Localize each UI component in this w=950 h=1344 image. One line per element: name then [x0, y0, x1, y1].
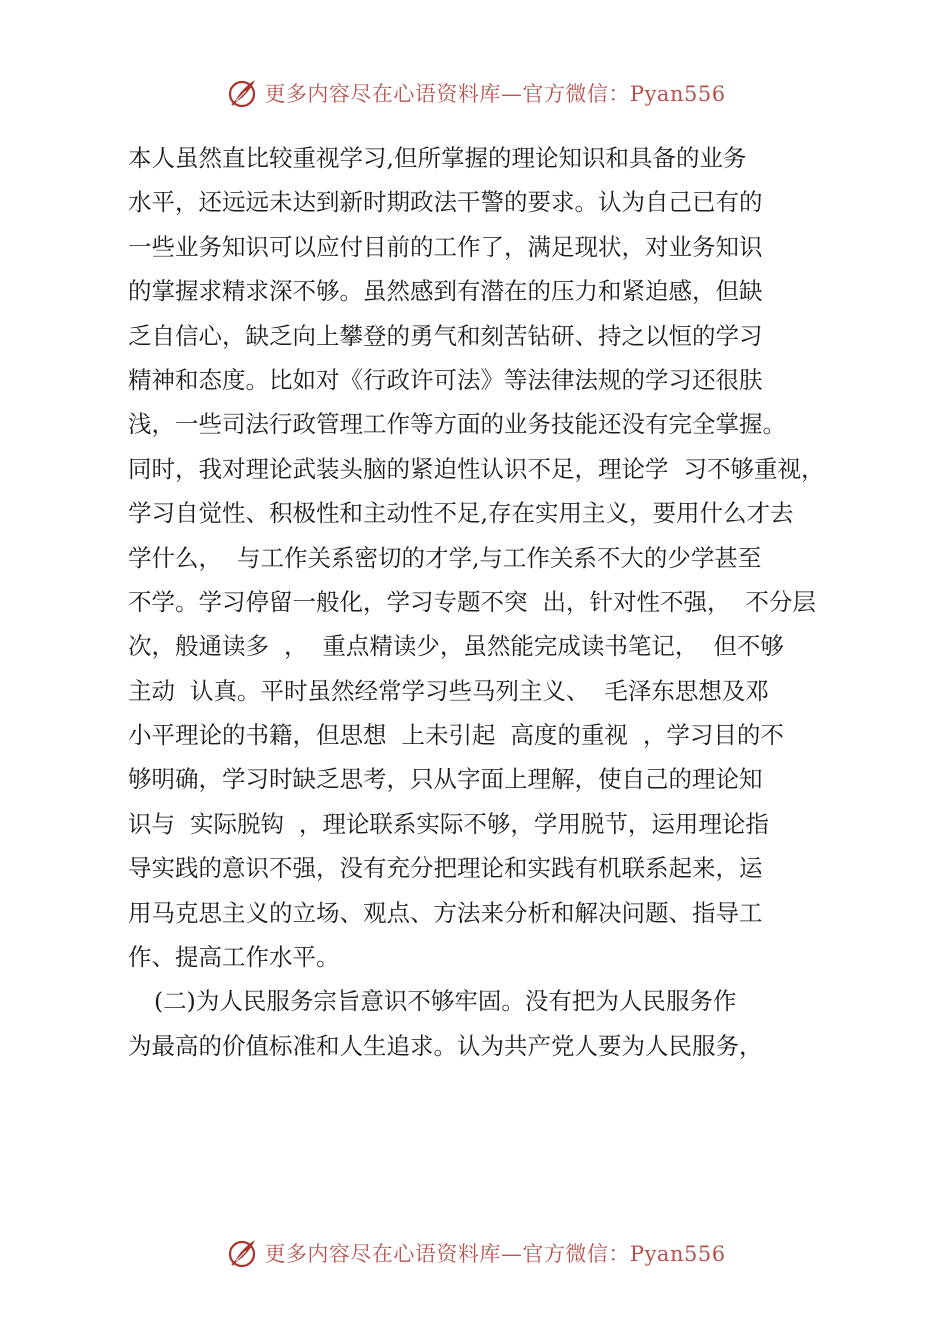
body-line: 导实践的意识不强，没有充分把理论和实践有机联系起来，运 [128, 854, 763, 883]
body-line: 学什么， 与工作关系密切的才学,与工作关系不大的少学甚至 [128, 543, 762, 572]
header-banner [0, 73, 950, 113]
body-line: 次，般通读多 ， 重点精读少，虽然能完成读书笔记， 但不够 [128, 632, 784, 661]
footer-banner [0, 1233, 950, 1273]
document-body [128, 136, 828, 1068]
body-line: 主动 认真。平时虽然经常学习些马列主义、 毛泽东思想及邓 [128, 676, 769, 705]
body-line: 小平理论的书籍，但思想 上未引起 高度的重视 ，学习目的不 [128, 721, 784, 750]
body-line: 精神和态度。比如对《行政许可法》等法律法规的学习还很肤 [128, 365, 763, 394]
header-banner-text: 更多内容尽在心语资料库—官方微信：Pyan556 [264, 82, 726, 106]
body-line: 为最高的价值标准和人生追求。认为共产党人要为人民服务， [128, 1031, 763, 1060]
footer-banner-text: 更多内容尽在心语资料库—官方微信：Pyan556 [264, 1242, 726, 1266]
body-line: 够明确，学习时缺乏思考，只从字面上理解，使自己的理论知 [128, 765, 763, 794]
body-line: 不学。学习停留一般化，学习专题不突 出，针对性不强， 不分层 [128, 587, 816, 616]
body-line: 同时，我对理论武装头脑的紧迫性认识不足，理论学 习不够重视， [128, 454, 825, 483]
body-line: 作、提高工作水平。 [128, 943, 340, 972]
body-line: 学习自觉性、积极性和主动性不足,存在实用主义，要用什么才去 [128, 499, 794, 528]
body-line: 水平，还远远未达到新时期政法干警的要求。认为自己已有的 [128, 188, 763, 217]
feather-logo-icon [224, 75, 260, 111]
body-line: 识与 实际脱钩 ，理论联系实际不够，学用脱节，运用理论指 [128, 809, 769, 838]
feather-logo-icon [224, 1235, 260, 1271]
body-line: 本人虽然直比较重视学习,但所掌握的理论知识和具备的业务 [128, 144, 747, 172]
body-line: 用马克思主义的立场、观点、方法来分析和解决问题、指导工 [128, 898, 763, 927]
body-line: 一些业务知识可以应付目前的工作了，满足现状，对业务知识 [128, 232, 763, 261]
section-heading-line: (二)为人民服务宗旨意识不够牢固。没有把为人民服务作 [154, 987, 737, 1016]
body-line: 浅，一些司法行政管理工作等方面的业务技能还没有完全掌握。 [128, 410, 786, 439]
body-line: 乏自信心，缺乏向上攀登的勇气和刻苦钻研、持之以恒的学习 [128, 321, 763, 350]
body-line: 的掌握求精求深不够。虽然感到有潜在的压力和紧迫感，但缺 [128, 277, 763, 306]
